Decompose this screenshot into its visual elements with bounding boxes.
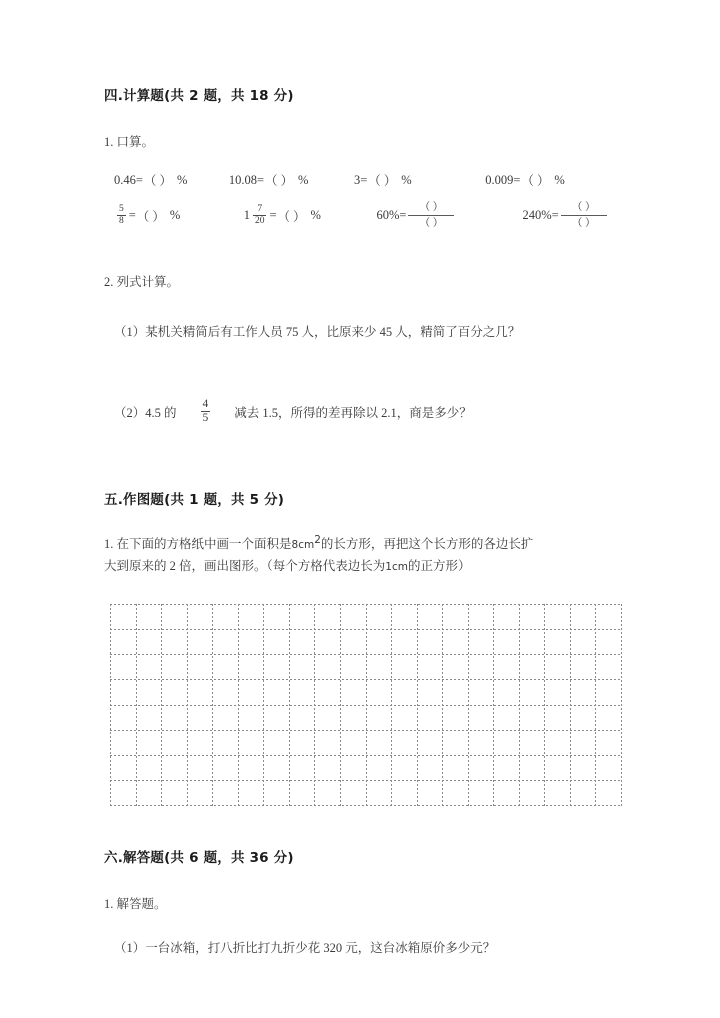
fraction-denominator: 20 — [254, 215, 265, 226]
oral-item-4-blank[interactable]: （ ） — [521, 174, 550, 188]
oral-item-5-unit: % — [169, 208, 180, 223]
grid-paper[interactable] — [110, 604, 622, 806]
section-four-q2-label: 2. 列式计算。 — [104, 275, 180, 290]
oral-item-8-denominator-blank[interactable]: （ ） — [561, 215, 607, 230]
grid-line-vertical — [621, 604, 622, 806]
grid-line-vertical — [570, 604, 571, 806]
oral-item-5-blank[interactable]: （ ） — [136, 209, 165, 224]
question-index: （2） — [114, 406, 146, 421]
oral-item-8-fraction-blank — [561, 201, 607, 230]
grid-line-vertical — [595, 604, 596, 806]
oral-item-3 — [354, 171, 411, 189]
length-value: 1cm — [385, 561, 408, 574]
oral-item-1-left: 0.46= — [114, 172, 143, 187]
oral-item-8 — [522, 201, 606, 230]
grid-line-vertical — [391, 604, 392, 806]
oral-item-7 — [376, 201, 454, 230]
mixed-number-one-seven-twentieths — [244, 205, 270, 227]
section-five-heading: 五.作图题(共 1 题，共 5 分) — [104, 492, 285, 509]
question-body: 某机关精简后有工作人员 75 人，比原来少 45 人，精简了百分之几？ — [145, 325, 521, 340]
question-body-before: 4.5 的 — [145, 406, 177, 421]
oral-item-1-blank[interactable]: （ ） — [143, 174, 172, 188]
grid-line-vertical — [212, 604, 213, 806]
fraction-numerator: 7 — [257, 204, 263, 215]
oral-item-4 — [485, 171, 564, 189]
oral-item-4-left: 0.009= — [485, 172, 521, 187]
page-content — [104, 84, 624, 960]
oral-item-1-unit: % — [176, 172, 187, 187]
grid-line-vertical — [263, 604, 264, 806]
oral-item-7-eq: = — [399, 208, 407, 223]
oral-item-8-eq: = — [551, 208, 559, 223]
grid-line-vertical — [187, 604, 188, 806]
section-four-q2-item-1 — [104, 322, 624, 344]
section-four-q2-item-2 — [104, 398, 624, 426]
oral-item-7-fraction-blank — [408, 201, 454, 230]
fraction-denominator: 5 — [202, 412, 209, 425]
question-body: 一台冰箱，打八折比打九折少花 320 元，这台冰箱原价多少元？ — [145, 941, 496, 955]
oral-item-2-left: 10.08= — [228, 172, 265, 187]
fraction-four-fifths — [201, 398, 211, 426]
grid-line-vertical — [238, 604, 239, 806]
oral-item-4-unit: % — [554, 172, 565, 187]
oral-item-6-unit: % — [310, 208, 321, 223]
oral-item-5 — [114, 205, 180, 227]
oral-item-3-left: 3= — [353, 172, 368, 187]
question-body-after: 减去 1.5，所得的差再除以 2.1，商是多少？ — [234, 406, 472, 421]
oral-item-2 — [229, 171, 308, 189]
oral-item-6-eq: = — [269, 208, 277, 223]
q1-line2-part-a: 大到原来的 2 倍，画出图形。（每个方格代表边长为 — [104, 559, 386, 574]
oral-item-2-unit: % — [298, 172, 308, 187]
section-four-heading: 四.计算题(共 2 题，共 18 分) — [104, 88, 294, 104]
fraction-denominator: 8 — [119, 215, 124, 226]
grid-line-vertical — [468, 604, 469, 806]
section-five-q1-line2 — [104, 556, 624, 578]
grid-line-vertical — [493, 604, 494, 806]
oral-item-3-blank[interactable]: （ ） — [368, 174, 397, 188]
area-value: 8cm — [291, 539, 315, 552]
mixed-whole-part: 1 — [243, 208, 250, 223]
q1-line1-part-b: 的长方形，再把这个长方形的各边长扩 — [320, 537, 534, 552]
oral-calc-row-1 — [104, 171, 624, 189]
section-six-q1-item-1 — [104, 938, 624, 960]
oral-item-6 — [244, 205, 321, 227]
grid-line-vertical — [314, 604, 315, 806]
section-four-q1-label: 1. 口算。 — [104, 135, 155, 149]
grid-line-vertical — [366, 604, 367, 806]
grid-line-vertical — [289, 604, 290, 806]
section-six-q1-label: 1. 解答题。 — [104, 897, 167, 911]
oral-item-6-blank[interactable]: （ ） — [277, 209, 306, 224]
oral-item-1 — [114, 171, 187, 189]
section-five-q1-line1 — [104, 534, 624, 556]
oral-item-8-numerator-blank[interactable]: （ ） — [571, 201, 596, 213]
fraction-five-eighths — [117, 204, 126, 226]
fraction-seven-twentieths — [253, 204, 267, 226]
grid-line-vertical — [442, 604, 443, 806]
question-index: （1） — [114, 941, 146, 955]
fraction-numerator: 5 — [119, 204, 124, 215]
question-index: （1） — [114, 325, 146, 340]
q1-line2-part-b: 的正方形） — [407, 559, 471, 574]
grid-line-vertical — [544, 604, 545, 806]
oral-item-7-numerator-blank[interactable]: （ ） — [419, 201, 444, 213]
oral-item-3-unit: % — [401, 172, 412, 187]
section-six-heading: 六.解答题(共 6 题，共 36 分) — [104, 850, 294, 866]
oral-item-5-eq: = — [128, 208, 136, 223]
grid-line-vertical — [340, 604, 341, 806]
oral-item-7-left: 60% — [376, 208, 400, 223]
area-exponent: 2 — [314, 534, 321, 547]
fraction-numerator: 4 — [202, 397, 209, 410]
grid-line-vertical — [161, 604, 162, 806]
grid-line-vertical — [136, 604, 137, 806]
oral-item-8-left: 240% — [522, 208, 552, 223]
grid-paper-wrapper — [110, 604, 624, 806]
oral-item-7-denominator-blank[interactable]: （ ） — [408, 215, 454, 230]
grid-line-vertical — [417, 604, 418, 806]
oral-calc-row-2 — [104, 201, 624, 230]
q1-line1-part-a: 1. 在下面的方格纸中画一个面积是 — [104, 537, 292, 552]
grid-line-vertical — [519, 604, 520, 806]
oral-item-2-blank[interactable]: （ ） — [264, 174, 294, 188]
grid-line-vertical — [110, 604, 111, 806]
